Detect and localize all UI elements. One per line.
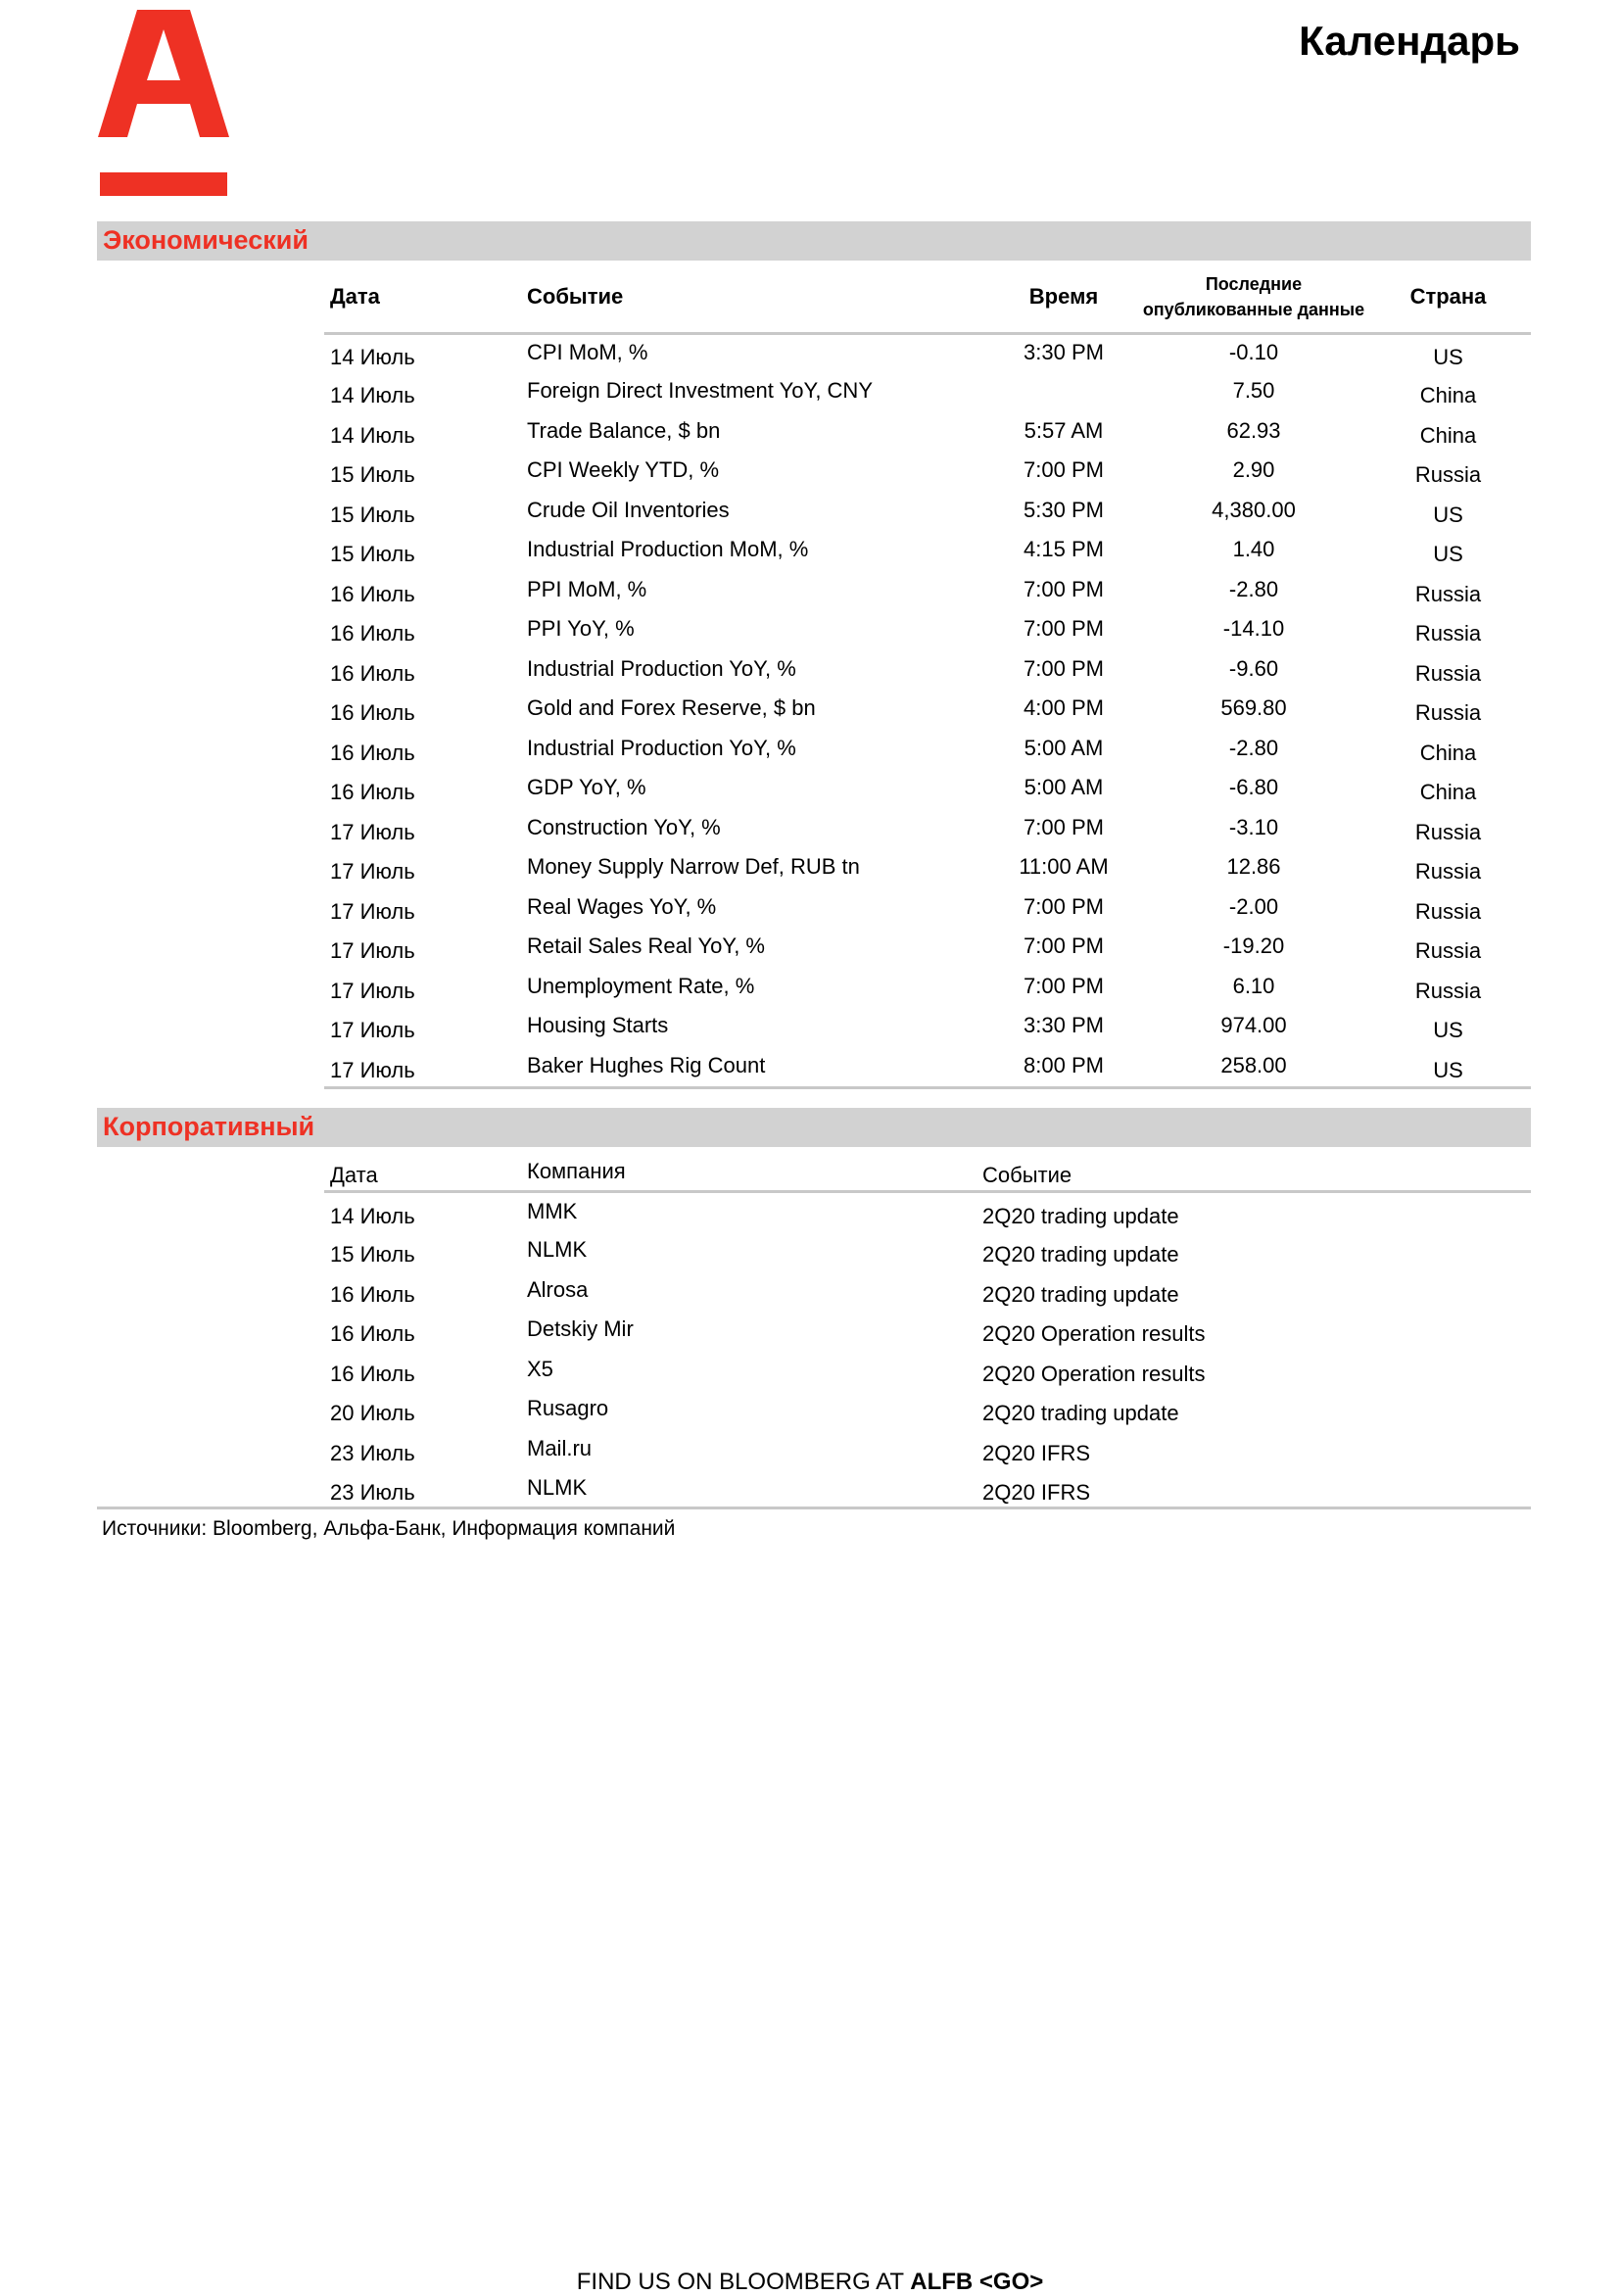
row-last-value: 4,380.00 xyxy=(1212,497,1296,522)
row-event: 2Q20 Operation results xyxy=(982,1321,1206,1346)
bloomberg-footer-prefix: FIND US ON BLOOMBERG AT xyxy=(576,2269,911,2295)
row-last-value: 1.40 xyxy=(1232,537,1275,561)
table-row xyxy=(324,1192,1531,1232)
row-last-value: -2.80 xyxy=(1228,576,1279,601)
row-time: 3:30 PM xyxy=(1024,1013,1104,1037)
row-country: US xyxy=(1365,1048,1531,1088)
row-date: 20 Июль xyxy=(330,1401,415,1425)
row-last-value: 974.00 xyxy=(1220,1013,1287,1037)
row-country: Russia xyxy=(1414,660,1482,686)
row-company: MMK xyxy=(527,1199,578,1223)
row-company: X5 xyxy=(527,1356,553,1381)
table-row xyxy=(324,849,1531,889)
row-date: 23 Июль xyxy=(330,1480,415,1505)
row-country: Russia xyxy=(1414,898,1482,924)
row-country: Russia xyxy=(1414,581,1482,606)
bloomberg-footer xyxy=(0,2269,1620,2296)
row-event: GDP YoY, % xyxy=(527,775,646,799)
row-country: US xyxy=(1433,502,1463,527)
row-event: CPI Weekly YTD, % xyxy=(527,457,720,482)
row-last-value: 7.50 xyxy=(1232,378,1275,403)
row-country: US xyxy=(1433,542,1463,566)
row-event: 2Q20 IFRS xyxy=(982,1440,1091,1465)
table-row xyxy=(324,889,1531,930)
row-company: Alrosa xyxy=(527,1276,589,1302)
table-row xyxy=(324,611,1531,651)
row-event: 2Q20 trading update xyxy=(982,1401,1179,1425)
table-row xyxy=(324,969,1531,1009)
table-row xyxy=(324,1231,1531,1271)
row-date: 16 Июль xyxy=(330,740,415,765)
row-time: 3:30 PM xyxy=(1024,340,1104,364)
col-header-time: Время xyxy=(985,261,1142,334)
sources-note: Источники: Bloomberg, Альфа-Банк, Информация компаний xyxy=(102,1517,676,1540)
row-date: 16 Июль xyxy=(330,621,415,646)
row-date: 17 Июль xyxy=(330,898,415,924)
row-event: Construction YoY, % xyxy=(527,814,721,839)
row-time: 4:15 PM xyxy=(1024,537,1104,561)
row-event: 2Q20 Operation results xyxy=(982,1361,1206,1386)
row-last-value: 6.10 xyxy=(1232,973,1275,998)
corporate-header-row xyxy=(324,1147,1531,1192)
table-row xyxy=(324,770,1531,810)
row-country: US xyxy=(1433,1018,1463,1042)
row-country: Russia xyxy=(1414,700,1482,725)
row-time xyxy=(985,373,1142,413)
table-row xyxy=(324,1430,1531,1470)
economic-section-title: Экономический xyxy=(103,225,309,255)
row-event: Housing Starts xyxy=(527,1013,669,1037)
row-company: NLMK xyxy=(527,1475,588,1500)
row-date: 15 Июль xyxy=(330,542,415,566)
row-date: 16 Июль xyxy=(330,1361,415,1386)
row-date: 14 Июль xyxy=(330,383,415,407)
table-row xyxy=(324,1008,1531,1048)
table-row xyxy=(324,929,1531,969)
row-event: Retail Sales Real YoY, % xyxy=(527,933,765,958)
row-event: 2Q20 IFRS xyxy=(982,1480,1091,1505)
table-row xyxy=(324,453,1531,493)
row-date: 23 Июль xyxy=(330,1440,415,1465)
row-event: Crude Oil Inventories xyxy=(527,497,730,522)
row-event: Real Wages YoY, % xyxy=(527,893,717,919)
row-last-value: -19.20 xyxy=(1222,933,1285,958)
row-time: 7:00 PM xyxy=(1024,655,1104,681)
row-event: Money Supply Narrow Def, RUB tn xyxy=(527,854,860,879)
row-date: 15 Июль xyxy=(330,502,415,527)
table-bottom-rule xyxy=(97,1507,1531,1509)
row-date: 14 Июль xyxy=(330,422,415,448)
row-time: 7:00 PM xyxy=(1024,973,1104,998)
table-row xyxy=(324,1390,1531,1430)
row-date: 14 Июль xyxy=(330,345,415,369)
table-row xyxy=(324,691,1531,731)
row-event: Gold and Forex Reserve, $ bn xyxy=(527,695,816,720)
table-row xyxy=(324,334,1531,374)
row-event: 2Q20 trading update xyxy=(982,1242,1179,1267)
row-last-value: 12.86 xyxy=(1226,854,1281,879)
table-row xyxy=(324,1048,1531,1088)
row-country: Russia xyxy=(1414,621,1482,646)
row-time: 8:00 PM xyxy=(985,1048,1142,1088)
table-row xyxy=(324,1469,1531,1509)
row-event: 2Q20 trading update xyxy=(982,1281,1179,1307)
row-event: PPI MoM, % xyxy=(527,576,647,601)
table-row xyxy=(324,1351,1531,1391)
row-event: Industrial Production YoY, % xyxy=(527,655,796,681)
logo-underline xyxy=(100,172,227,196)
row-time: 4:00 PM xyxy=(1024,695,1104,720)
row-date: 16 Июль xyxy=(330,780,415,804)
table-row xyxy=(324,651,1531,692)
row-country: Russia xyxy=(1414,819,1482,844)
row-time: 7:00 PM xyxy=(1024,576,1104,601)
row-last-value: 258.00 xyxy=(1142,1048,1365,1088)
economic-section-header xyxy=(97,221,1531,261)
row-last-value: -0.10 xyxy=(1228,340,1279,364)
row-date: 16 Июль xyxy=(330,700,415,725)
row-date: 17 Июль xyxy=(330,819,415,844)
alfa-bank-logo xyxy=(98,10,229,196)
row-last-value: 62.93 xyxy=(1226,417,1281,443)
row-time: 11:00 AM xyxy=(1019,854,1109,879)
row-time: 7:00 PM xyxy=(1024,933,1104,958)
row-date: 17 Июль xyxy=(330,859,415,884)
row-last-value: -6.80 xyxy=(1228,775,1279,799)
row-date: 15 Июль xyxy=(330,1242,415,1267)
table-row xyxy=(324,1271,1531,1312)
corporate-section-header xyxy=(97,1108,1531,1147)
table-row xyxy=(324,731,1531,771)
row-country: China xyxy=(1419,422,1477,448)
col-header-event: Событие xyxy=(982,1147,1531,1192)
row-event: 2Q20 trading update xyxy=(982,1204,1179,1228)
row-company: Mail.ru xyxy=(527,1435,593,1460)
row-time: 5:57 AM xyxy=(1024,417,1104,443)
row-event: Industrial Production YoY, % xyxy=(527,735,796,760)
table-row xyxy=(324,413,1531,454)
row-time: 7:00 PM xyxy=(1024,457,1104,482)
col-header-event: Событие xyxy=(527,261,985,334)
row-date: 16 Июль xyxy=(330,1321,415,1346)
row-company: NLMK xyxy=(527,1237,588,1262)
row-time: 5:00 AM xyxy=(1024,775,1104,799)
col-header-country: Страна xyxy=(1365,261,1531,334)
col-header-last-published: Последние опубликованные данные xyxy=(1142,261,1365,334)
col-header-date: Дата xyxy=(324,1147,527,1192)
row-last-value: -2.80 xyxy=(1228,735,1279,760)
row-time: 7:00 PM xyxy=(1024,616,1104,641)
row-date: 16 Июль xyxy=(330,581,415,606)
table-row xyxy=(324,532,1531,572)
row-company: Rusagro xyxy=(527,1396,609,1420)
economic-header-row xyxy=(324,261,1531,334)
table-row xyxy=(324,810,1531,850)
row-date: 14 Июль xyxy=(330,1204,415,1228)
economic-calendar-table xyxy=(324,261,1531,1089)
row-date: 17 Июль xyxy=(330,938,415,963)
row-time: 5:00 AM xyxy=(1024,735,1104,760)
row-country: China xyxy=(1419,740,1477,765)
row-last-value: 569.80 xyxy=(1220,695,1287,720)
col-header-company: Компания xyxy=(527,1147,982,1192)
row-event: CPI MoM, % xyxy=(527,340,648,364)
bloomberg-ticker: ALFB <GO> xyxy=(910,2269,1044,2295)
corporate-section-title: Корпоративный xyxy=(103,1112,315,1141)
corporate-calendar-table xyxy=(324,1147,1531,1509)
row-country: Russia xyxy=(1414,462,1482,487)
row-event: PPI YoY, % xyxy=(527,616,635,641)
row-time: 5:30 PM xyxy=(1024,497,1104,522)
row-event: Baker Hughes Rig Count xyxy=(527,1048,985,1088)
row-country: Russia xyxy=(1414,978,1482,1003)
row-company: Detskiy Mir xyxy=(527,1316,634,1341)
row-event: Trade Balance, $ bn xyxy=(527,417,721,443)
row-date: 17 Июль xyxy=(330,1018,415,1042)
row-country: China xyxy=(1419,780,1477,804)
page-title: Календарь xyxy=(1299,18,1520,64)
row-date: 17 Июль xyxy=(324,1048,527,1088)
row-country: Russia xyxy=(1414,938,1482,963)
row-last-value: 2.90 xyxy=(1232,457,1275,482)
row-event: Unemployment Rate, % xyxy=(527,973,755,998)
row-country: Russia xyxy=(1414,859,1482,884)
table-row xyxy=(324,493,1531,533)
table-row xyxy=(324,572,1531,612)
row-event: Foreign Direct Investment YoY, CNY xyxy=(527,378,873,403)
col-header-date: Дата xyxy=(324,261,527,334)
row-country: China xyxy=(1419,383,1477,407)
row-date: 15 Июль xyxy=(330,462,415,487)
row-country: US xyxy=(1433,345,1463,369)
row-time: 7:00 PM xyxy=(1024,893,1104,919)
row-last-value: -3.10 xyxy=(1228,814,1279,839)
row-date: 16 Июль xyxy=(330,660,415,686)
row-date: 17 Июль xyxy=(330,978,415,1003)
row-date: 16 Июль xyxy=(330,1281,415,1307)
row-last-value: -9.60 xyxy=(1228,655,1279,681)
row-last-value: -14.10 xyxy=(1222,616,1285,641)
row-time: 7:00 PM xyxy=(1024,814,1104,839)
table-row xyxy=(324,1311,1531,1351)
row-event: Industrial Production MoM, % xyxy=(527,537,809,561)
row-last-value: -2.00 xyxy=(1228,893,1279,919)
table-row xyxy=(324,373,1531,413)
